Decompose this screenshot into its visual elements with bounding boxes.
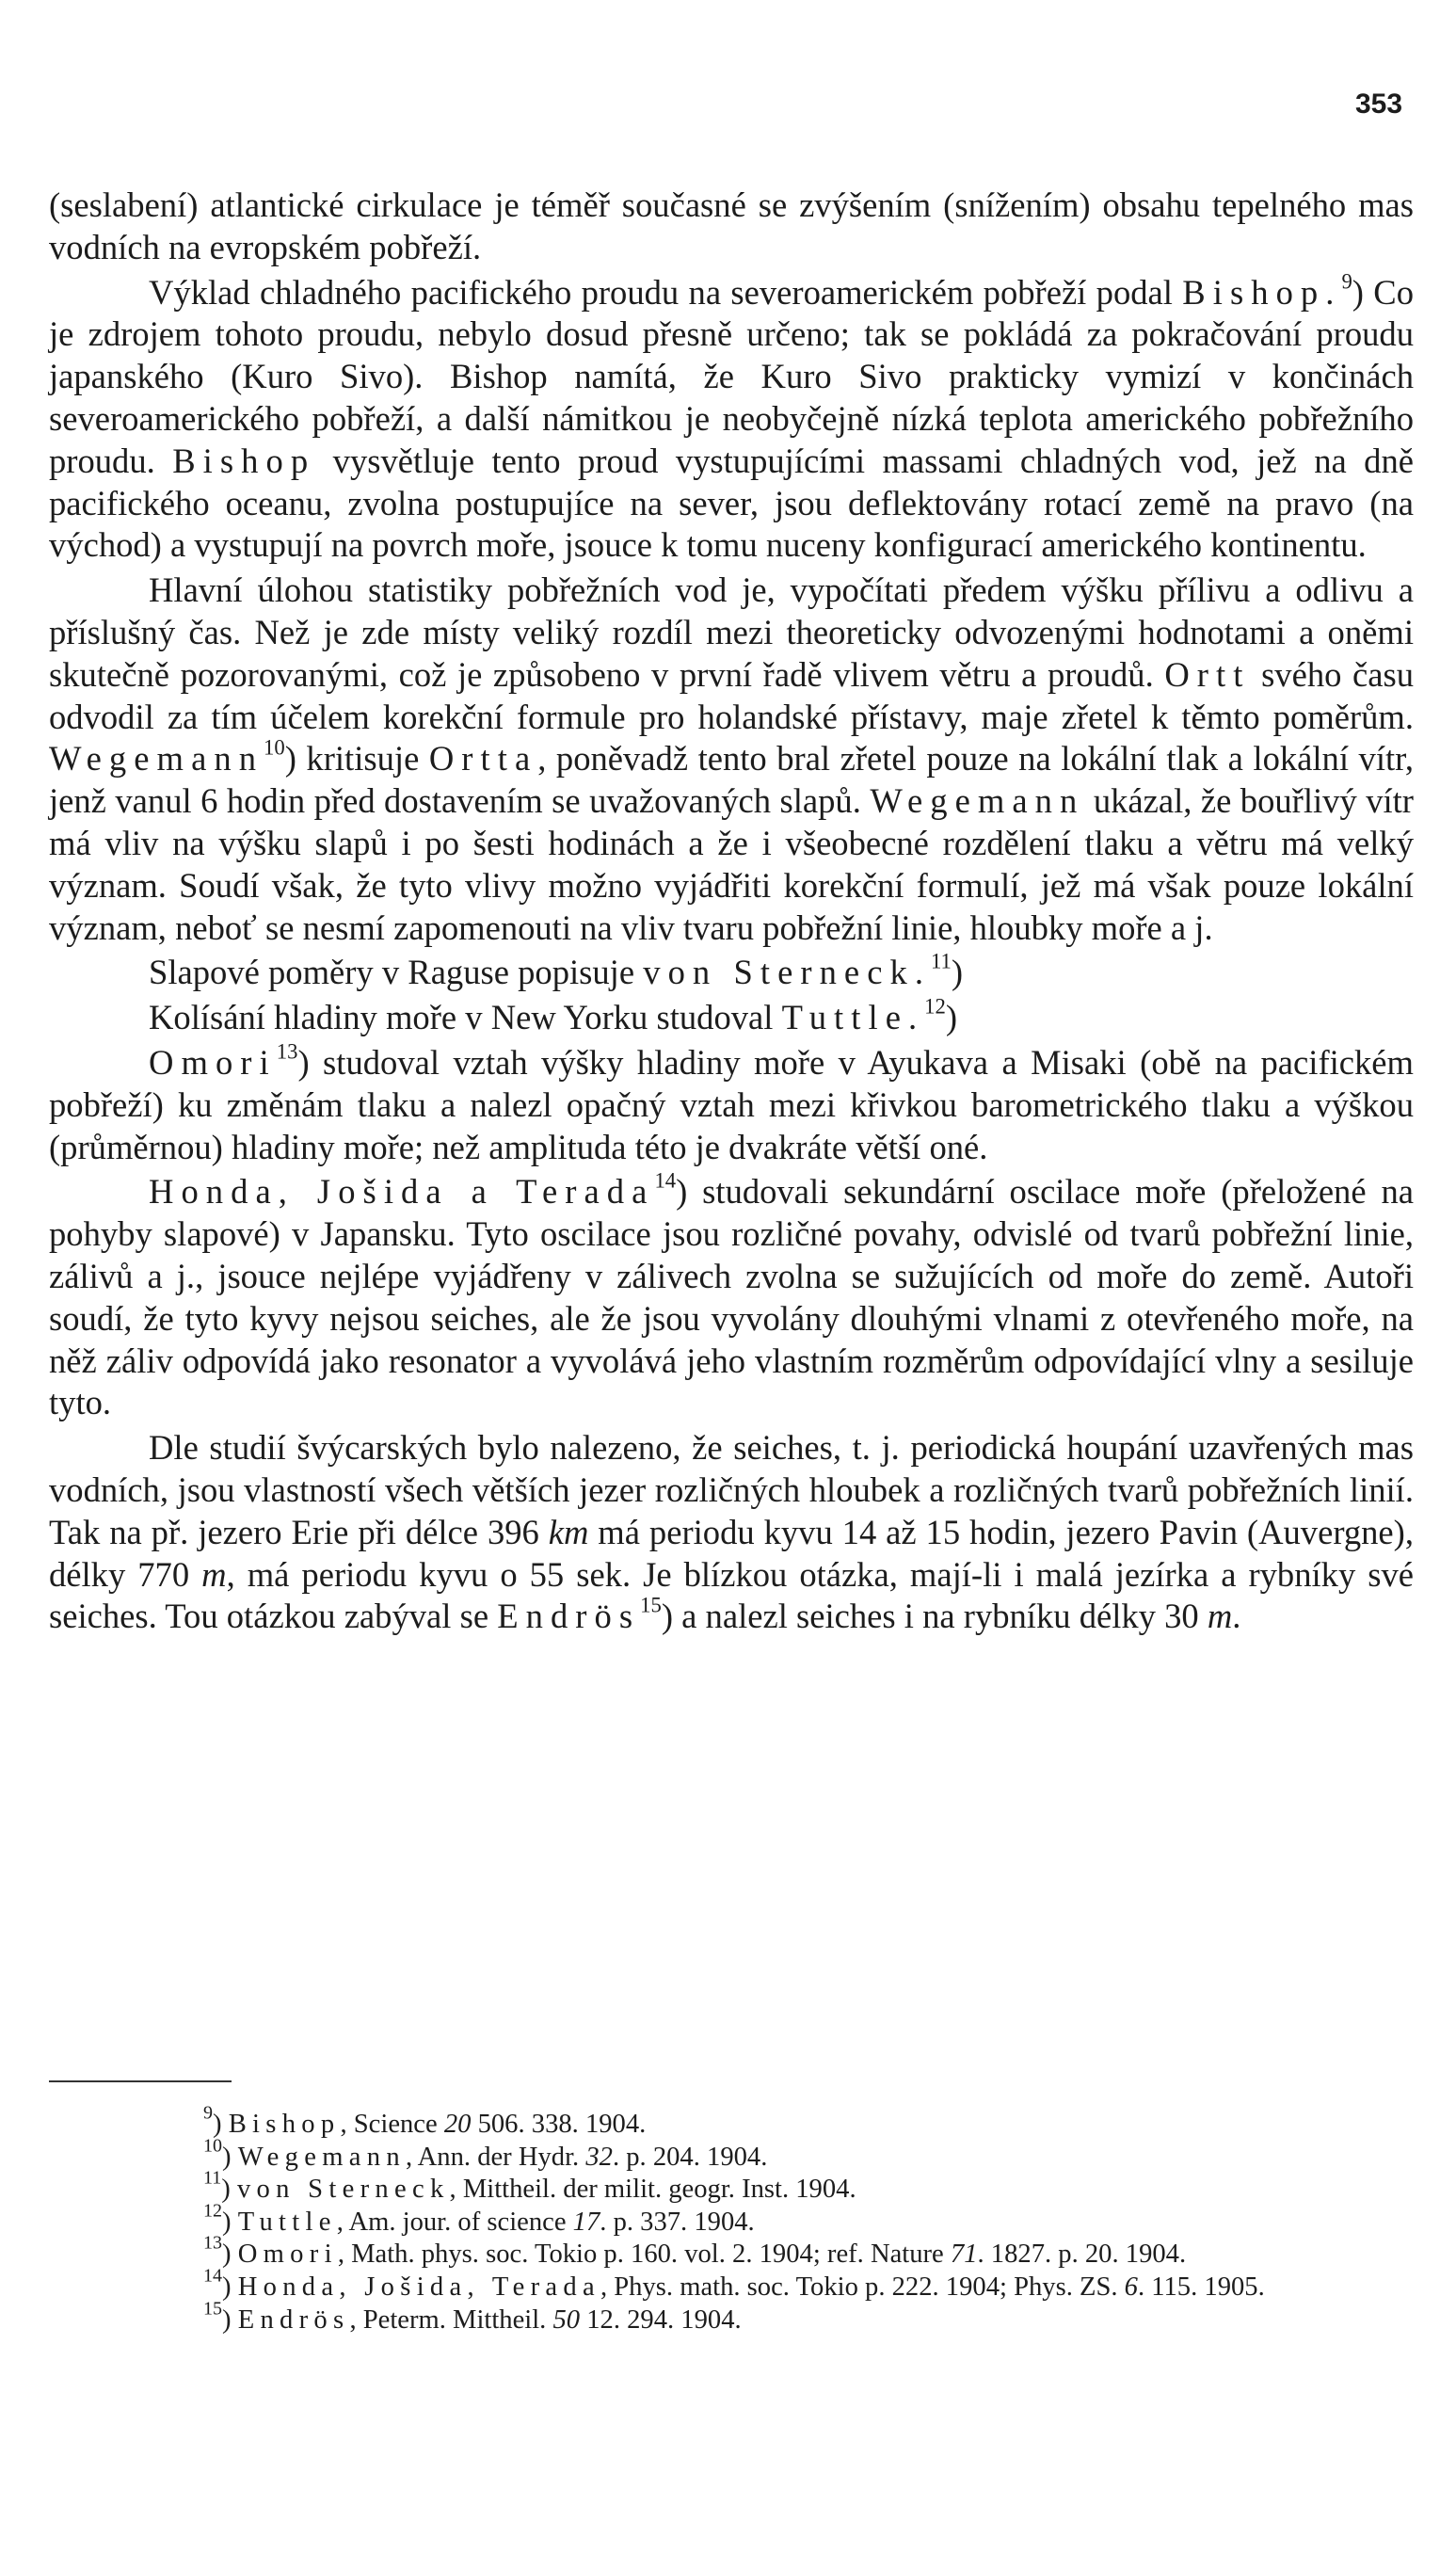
text-run: ) bbox=[222, 2272, 238, 2302]
italic-text: m bbox=[201, 1554, 227, 1594]
footnote-14 bbox=[49, 2265, 1414, 2304]
text-run: Hlavní úlohou statistiky pobřežních vod je, vypočítati předem výšku přílivu a odlivu a příslušný čas. Než je zde místy veliký rozdíl mezi theoreticky odvozenými hodnotami a oněmi skutečně pozorovanými, což je způsobeno v první řadě vlivem větru a proudů. bbox=[49, 570, 1414, 694]
spaced-name: Ortt bbox=[1164, 654, 1251, 694]
italic-text: 6 bbox=[1124, 2272, 1138, 2302]
footnote-ref: 11 bbox=[931, 950, 952, 974]
spaced-name: Honda, Jošida a Terada bbox=[149, 1172, 655, 1212]
text-run: . 115. 1905. bbox=[1137, 2272, 1265, 2302]
text-run: ) kritisuje bbox=[284, 739, 429, 779]
text-run: ) studovali sekundární oscilace moře (přeložené na pohyby slapové) v Japansku. Tyto oscilace jsou rozličné povahy, odvislé od tvarů pobřežní linie, zálivů a j., jsouce nejlépe vyjádřeny v zálivech zvolna se sužujících od moře do země. Autoři soudí, že tyto kyvy nejsou seiches, ale že jsou vyvolány dlouhými vlnami z otevřeného moře, na něž záliv odpovídá jako resonator a vyvolává jeho vlastním rozměrům odpovídající vlny a sesiluje tyto. bbox=[49, 1172, 1414, 1422]
footnote-ref: 10 bbox=[264, 736, 285, 761]
italic-text: 17 bbox=[572, 2207, 600, 2237]
footnote-ref: 9 bbox=[203, 2102, 214, 2124]
spaced-name: von Sterneck. bbox=[643, 953, 932, 992]
paragraph-7 bbox=[49, 1171, 1414, 1424]
text-run: , poněvadž tento bral zřetel pouze na lokální tlak a lokální vítr, jenž vanul 6 hodin před dostavením se uvažovaných slapů. bbox=[49, 739, 1414, 821]
footnotes bbox=[49, 2102, 1414, 2336]
page-number: 353 bbox=[1355, 88, 1403, 120]
paragraph-8 bbox=[49, 1427, 1414, 1638]
footnote-12 bbox=[49, 2200, 1414, 2240]
text-run: ) studoval vztah výšky hladiny moře v Ayukava a Misaki (obě na pacifickém pobřeží) ku změnám tlaku a nalezl opačný vztah mezi křivkou barometrického tlaku a výškou (průměrnou) hladiny moře; než amplituda této je dvakráte větší oné. bbox=[49, 1042, 1414, 1166]
italic-text: km bbox=[548, 1512, 589, 1551]
paragraph-4 bbox=[49, 952, 1414, 994]
text-run: ) bbox=[222, 2304, 238, 2335]
body-text bbox=[49, 185, 1414, 1638]
paragraph-3 bbox=[49, 570, 1414, 949]
text-run: (seslabení) atlantické cirkulace je téměř současné se zvýšením (snížením) obsahu tepelného mas vodních na evropském pobřeží. bbox=[49, 185, 1414, 266]
footnote-9 bbox=[49, 2102, 1414, 2142]
text-run: , Peterm. Mittheil. bbox=[349, 2304, 553, 2335]
text-run: má periodu kyvu 14 až 15 hodin, jezero Pavin (Auvergne), délky 770 bbox=[49, 1512, 1414, 1594]
text-run: , Mittheil. der milit. geogr. Inst. 1904. bbox=[449, 2175, 856, 2205]
spaced-name: Wegemann bbox=[237, 2142, 406, 2172]
text-run: ) bbox=[222, 2142, 238, 2172]
footnote-ref: 15 bbox=[640, 1593, 662, 1617]
footnote-ref: 13 bbox=[203, 2232, 223, 2254]
text-run: ) Co je zdrojem tohoto proudu, nebylo dosud přesně určeno; tak se pokládá za pokračování proudu japanského (Kuro Sivo). Bishop namítá, že Kuro Sivo prakticky vymizí v končinách severoamerického pobřeží, a další námitkou je neobyčejně nízká teplota amerického pobřežního proudu. bbox=[49, 272, 1414, 480]
text-run: . 1827. p. 20. 1904. bbox=[977, 2240, 1187, 2270]
footnote-11 bbox=[49, 2167, 1414, 2207]
paragraph-6 bbox=[49, 1039, 1414, 1168]
italic-text: m bbox=[1207, 1597, 1233, 1636]
italic-text: 32 bbox=[585, 2142, 613, 2172]
footnote-ref: 11 bbox=[203, 2167, 222, 2189]
spaced-name: Tuttle bbox=[237, 2207, 337, 2237]
spaced-name: Endrös bbox=[497, 1597, 641, 1636]
spaced-name: Bishop bbox=[228, 2110, 341, 2139]
text-run: , Ann. der Hydr. bbox=[405, 2142, 586, 2172]
footnote-13 bbox=[49, 2232, 1414, 2272]
text-run: svého času odvodil za tím účelem korekční formule pro holandské přístavy, maje zřetel k těmto poměrům. bbox=[49, 654, 1414, 736]
italic-text: 20 bbox=[443, 2110, 472, 2139]
spaced-name: Omori bbox=[237, 2240, 338, 2270]
text-run: ) bbox=[213, 2110, 229, 2139]
text-run: 506. 338. 1904. bbox=[471, 2110, 647, 2139]
spaced-name: Bishop bbox=[172, 441, 316, 480]
footnote-ref: 14 bbox=[654, 1169, 677, 1193]
spaced-name: Ortta bbox=[428, 739, 538, 779]
text-run: . bbox=[1232, 1597, 1241, 1636]
spaced-name: Honda, Jošida, Terada bbox=[237, 2272, 600, 2302]
spaced-name: Bishop. bbox=[1182, 272, 1342, 312]
paragraph-2 bbox=[49, 269, 1414, 568]
spaced-name: Tuttle. bbox=[781, 998, 925, 1037]
text-run: ) bbox=[951, 953, 964, 992]
paragraph-5 bbox=[49, 994, 1414, 1039]
spaced-name: von Sterneck bbox=[236, 2175, 450, 2205]
spaced-name: Endrös bbox=[237, 2304, 350, 2335]
footnote-ref: 15 bbox=[203, 2298, 223, 2320]
footnote-ref: 14 bbox=[203, 2265, 223, 2287]
italic-text: 71 bbox=[950, 2240, 978, 2270]
paragraph-1 bbox=[49, 185, 1414, 269]
text-run: ) bbox=[945, 998, 958, 1037]
italic-text: 50 bbox=[552, 2304, 581, 2335]
text-run: ) bbox=[221, 2175, 237, 2205]
footnote-10 bbox=[49, 2135, 1414, 2175]
text-run: , Phys. math. soc. Tokio p. 222. 1904; Phys. ZS. bbox=[600, 2272, 1125, 2302]
text-run: . p. 204. 1904. bbox=[612, 2142, 768, 2172]
text-run: 12. 294. 1904. bbox=[580, 2304, 742, 2335]
text-run: , Math. phys. soc. Tokio p. 160. vol. 2. 1904; ref. Nature bbox=[337, 2240, 951, 2270]
text-run: ) bbox=[222, 2207, 238, 2237]
text-run: Slapové poměry v Raguse popisuje bbox=[149, 953, 644, 992]
text-run: Kolísání hladiny moře v New Yorku studoval bbox=[149, 998, 782, 1037]
footnote-ref: 12 bbox=[203, 2200, 223, 2222]
footnote-divider bbox=[49, 2080, 232, 2082]
text-run: ukázal, že bouřlivý vítr má vliv na výšku slapů i po šesti hodinách a že i všeobecné rozdělení tlaku a větru má velký význam. Soudí však, že tyto vlivy možno vyjádřiti korekční formulí, jež má však pouze lokální význam, neboť se nesmí zapomenouti na vliv tvaru pobřežní linie, hloubky moře a j. bbox=[49, 781, 1414, 947]
text-run: , má periodu kyvu o 55 sek. Je blízkou otázka, mají-li i malá jezírka a rybníky své seiches. Tou otázkou zabýval se bbox=[49, 1554, 1415, 1636]
spaced-name: Wegemann bbox=[49, 739, 264, 779]
footnote-ref: 9 bbox=[1341, 269, 1352, 294]
footnote-ref: 12 bbox=[924, 994, 946, 1019]
footnote-15 bbox=[49, 2298, 1414, 2337]
text-run: vysvětluje tento proud vystupujícími massami chladných vod, jež na dně pacifického oceanu, zvolna postupujíce na sever, jsou deflektovány rotací země na pravo (na východ) a vystupují na povrch moře, jsouce k tomu nuceny konfigurací amerického kontinentu. bbox=[49, 441, 1414, 565]
text-run: Dle studií švýcarských bylo nalezeno, že seiches, t. j. periodická houpání uzavřených mas vodních, jsou vlastností všech větších jezer rozličných hloubek a rozličných tvarů pobřežních linií. Tak na př. jezero Erie při délce 396 bbox=[49, 1428, 1414, 1551]
footnote-ref: 10 bbox=[203, 2135, 223, 2157]
text-run: Výklad chladného pacifického proudu na severoamerickém pobřeží podal bbox=[149, 272, 1183, 312]
text-run: ) a nalezl seiches i na rybníku délky 30 bbox=[661, 1597, 1208, 1636]
text-run: . p. 337. 1904. bbox=[600, 2207, 755, 2237]
text-run: , Science bbox=[340, 2110, 444, 2139]
footnote-ref: 13 bbox=[276, 1039, 298, 1064]
spaced-name: Wegemann bbox=[870, 781, 1085, 821]
spaced-name: Omori bbox=[149, 1042, 277, 1082]
text-run: ) bbox=[222, 2240, 238, 2270]
text-run: , Am. jour. of science bbox=[336, 2207, 573, 2237]
